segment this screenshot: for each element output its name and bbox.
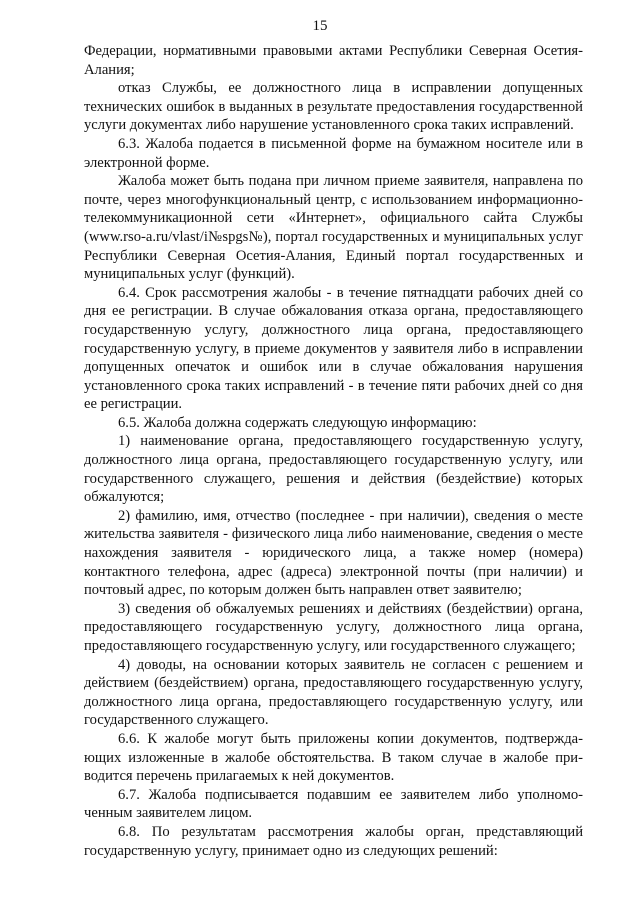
list-item-2: 2) фамилию, имя, отчество (последнее - при наличии), сведения о месте жительства заявителя - физического лица либо наименование, сведения о месте нахождения заявителя - юридического лица, а также номер (номера) контактного телефона, адрес (адреса) электронной почты (при наличии) и почтовый адрес, по которым должен быть направлен ответ заявителю; (84, 507, 583, 599)
list-item-4: 4) доводы, на основании которых заявитель не согласен с решением и действием (бездействием) органа, предоставляющего государственную услугу, должностного лица органа, предоставляющего государственную услугу, или государственного служащего. (84, 656, 583, 729)
list-item-1: 1) наименование органа, предоставляющего государственную услугу, должностного лица органа, предоставляющего государственную услугу, или государственного служащего, решения и действия (бездействие) которых обжалуются; (84, 433, 583, 506)
paragraph-6-7: 6.7. Жалоба подписывается подавшим ее заявителем либо уполномоченным заявителем лицом. (84, 786, 583, 822)
list-item-3: 3) сведения об обжалуемых решениях и действиях (бездействии) органа, предоставляющего государственную услугу, должностного лица органа, предоставляющего государственную услугу, или государственного служащего; (84, 600, 583, 654)
paragraph-6-3: 6.3. Жалоба подается в письменной форме на бумажном носителе или в электронной форме. (84, 135, 583, 171)
paragraph-refusal-correction: отказ Службы, ее должностного лица в исправлении допущенных технических ошибок в выданных в результате предоставления государственной услуги документах либо нарушение установленного срока таких исправлений. (84, 80, 583, 134)
paragraph-6-8: 6.8. По результатам рассмотрения жалобы орган, представляющий государственную услугу, принимает одно из следующих решений: (84, 823, 583, 859)
body-text (84, 42, 583, 860)
paragraph-6-6: 6.6. К жалобе могут быть приложены копии документов, подтверждающих изложенные в жалобе обстоятельства. В таком случае в жалобе приводится перечень прилагаемых к ней документов. (84, 730, 583, 785)
paragraph-6-5: 6.5. Жалоба должна содержать следующую информацию: (118, 414, 477, 431)
paragraph-continuation: Федерации, нормативными правовыми актами Республики Северная Осетия-Алания; (84, 43, 583, 78)
page-number: 15 (312, 18, 328, 34)
paragraph-6-4: 6.4. Срок рассмотрения жалобы - в течение пятнадцати рабочих дней со дня ее регистрации. В случае обжалования отказа органа, предоставляющего государственную услугу, должностного лица органа, предоставляющего государственную услугу, в приеме документов у заявителя либо в исправлении допущенных опечаток и ошибок или в случае обжалования нарушения установленного срока таких исправлений - в течение пяти рабочих дней со дня ее регистрации. (84, 284, 583, 413)
paragraph-submission-channels: Жалоба может быть подана при личном приеме заявителя, направлена по почте, через многофункциональный центр, с использованием информационно-телекоммуникационной сети «Интернет», официального сайта Службы (www.rso-a.ru/vlast/i№spgs№), портал государственных и муниципальных услуг Республики Северная Осетия-Алания, Единый портал государственных и муниципальных услуг (функций). (84, 173, 583, 283)
